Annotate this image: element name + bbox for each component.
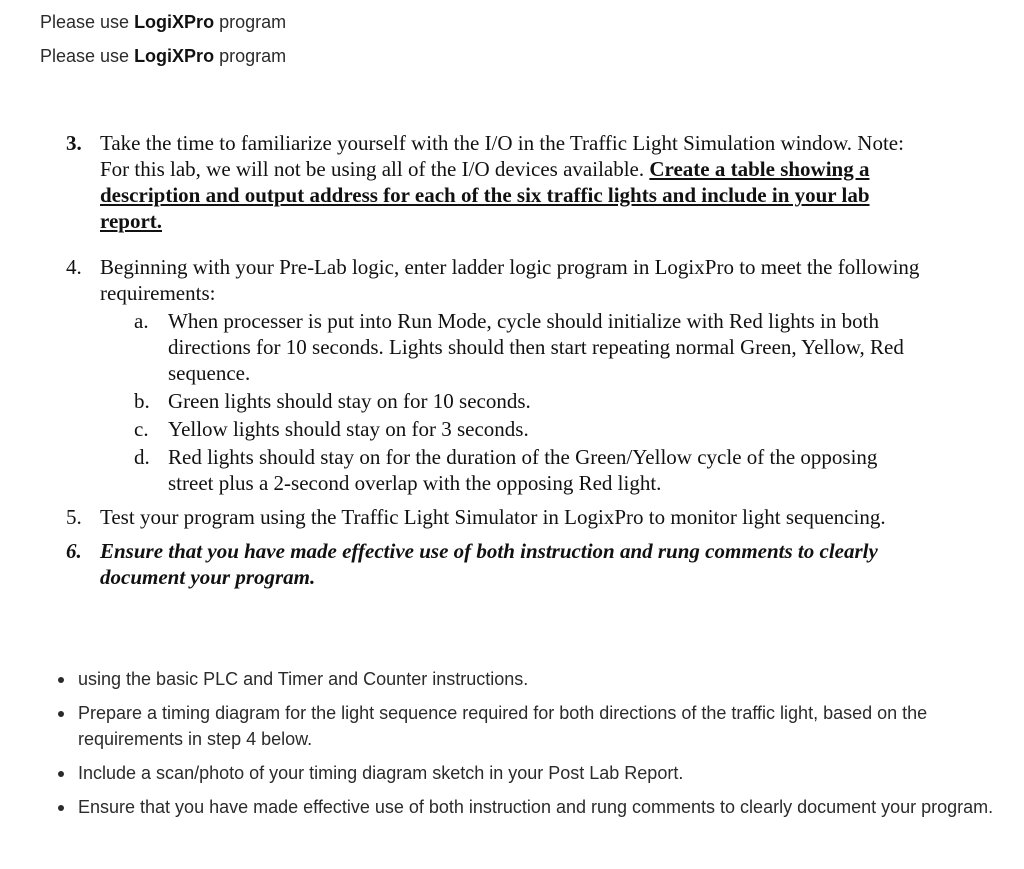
list-item: [54, 794, 994, 820]
bullet-icon: [58, 711, 64, 717]
requirement-text: Green lights should stay on for 10 seconds.: [168, 389, 531, 413]
requirement-item: [134, 308, 926, 386]
step-6: [66, 538, 926, 590]
list-item: [54, 700, 994, 752]
step-5: [66, 504, 926, 530]
list-item: [54, 666, 994, 692]
bullet-text: Ensure that you have made effective use of both instruction and rung comments to clearly document your program.: [78, 797, 994, 817]
note-prefix: Please use: [40, 46, 135, 66]
requirement-item: [134, 416, 926, 442]
bullet-text: Include a scan/photo of your timing diagram sketch in your Post Lab Report.: [78, 763, 684, 783]
bullet-text: using the basic PLC and Timer and Counter instructions.: [78, 669, 529, 689]
requirement-letter: c.: [134, 417, 149, 441]
step-4: [66, 254, 926, 496]
step-text: Ensure that you have made effective use of both instruction and rung comments to clearly document your program.: [100, 539, 878, 589]
step-text: Take the time to familiarize yourself with the I/O in the Traffic Light Simulation window. Note: For this lab, we will not be using all of the I/O devices available.: [100, 131, 904, 181]
program-name: LogiXPro: [134, 12, 215, 32]
instruction-note: [40, 46, 286, 67]
bullet-text: Prepare a timing diagram for the light sequence required for both directions of the traffic light, based on the requirements in step 4 below.: [78, 703, 928, 749]
step-number: 6.: [66, 539, 82, 563]
requirement-letter: b.: [134, 389, 150, 413]
instruction-note: [40, 12, 286, 33]
bullet-icon: [58, 771, 64, 777]
requirement-item: [134, 388, 926, 414]
requirement-letter: a.: [134, 309, 149, 333]
list-item: [54, 760, 994, 786]
step-number: 4.: [66, 255, 82, 279]
bullet-icon: [58, 677, 64, 683]
requirement-text: When processer is put into Run Mode, cycle should initialize with Red lights in both directions for 10 seconds. Lights should then start repeating normal Green, Yellow, Red sequence.: [168, 309, 904, 385]
program-name: LogiXPro: [134, 46, 215, 66]
step-text: Beginning with your Pre-Lab logic, enter ladder logic program in LogixPro to meet the following requirements:: [100, 255, 920, 305]
requirement-item: [134, 444, 926, 496]
requirement-letter: d.: [134, 445, 150, 469]
lab-instructions: [66, 130, 926, 590]
note-suffix: program: [214, 46, 287, 66]
note-prefix: Please use: [40, 12, 135, 32]
requirement-text: Yellow lights should stay on for 3 seconds.: [168, 417, 529, 441]
bullet-list: [54, 666, 994, 828]
requirement-text: Red lights should stay on for the duration of the Green/Yellow cycle of the opposing street plus a 2-second overlap with the opposing Red light.: [168, 445, 878, 495]
step-number: 3.: [66, 131, 82, 155]
bullet-icon: [58, 805, 64, 811]
note-suffix: program: [214, 12, 287, 32]
step-text: Test your program using the Traffic Light Simulator in LogixPro to monitor light sequencing.: [100, 505, 886, 529]
step-emphasis: Create a table showing a description and output address for each of the six traffic lights and include in your lab report.: [100, 157, 870, 233]
step-number: 5.: [66, 505, 82, 529]
requirements-list: [134, 308, 926, 496]
step-3: [66, 130, 926, 234]
